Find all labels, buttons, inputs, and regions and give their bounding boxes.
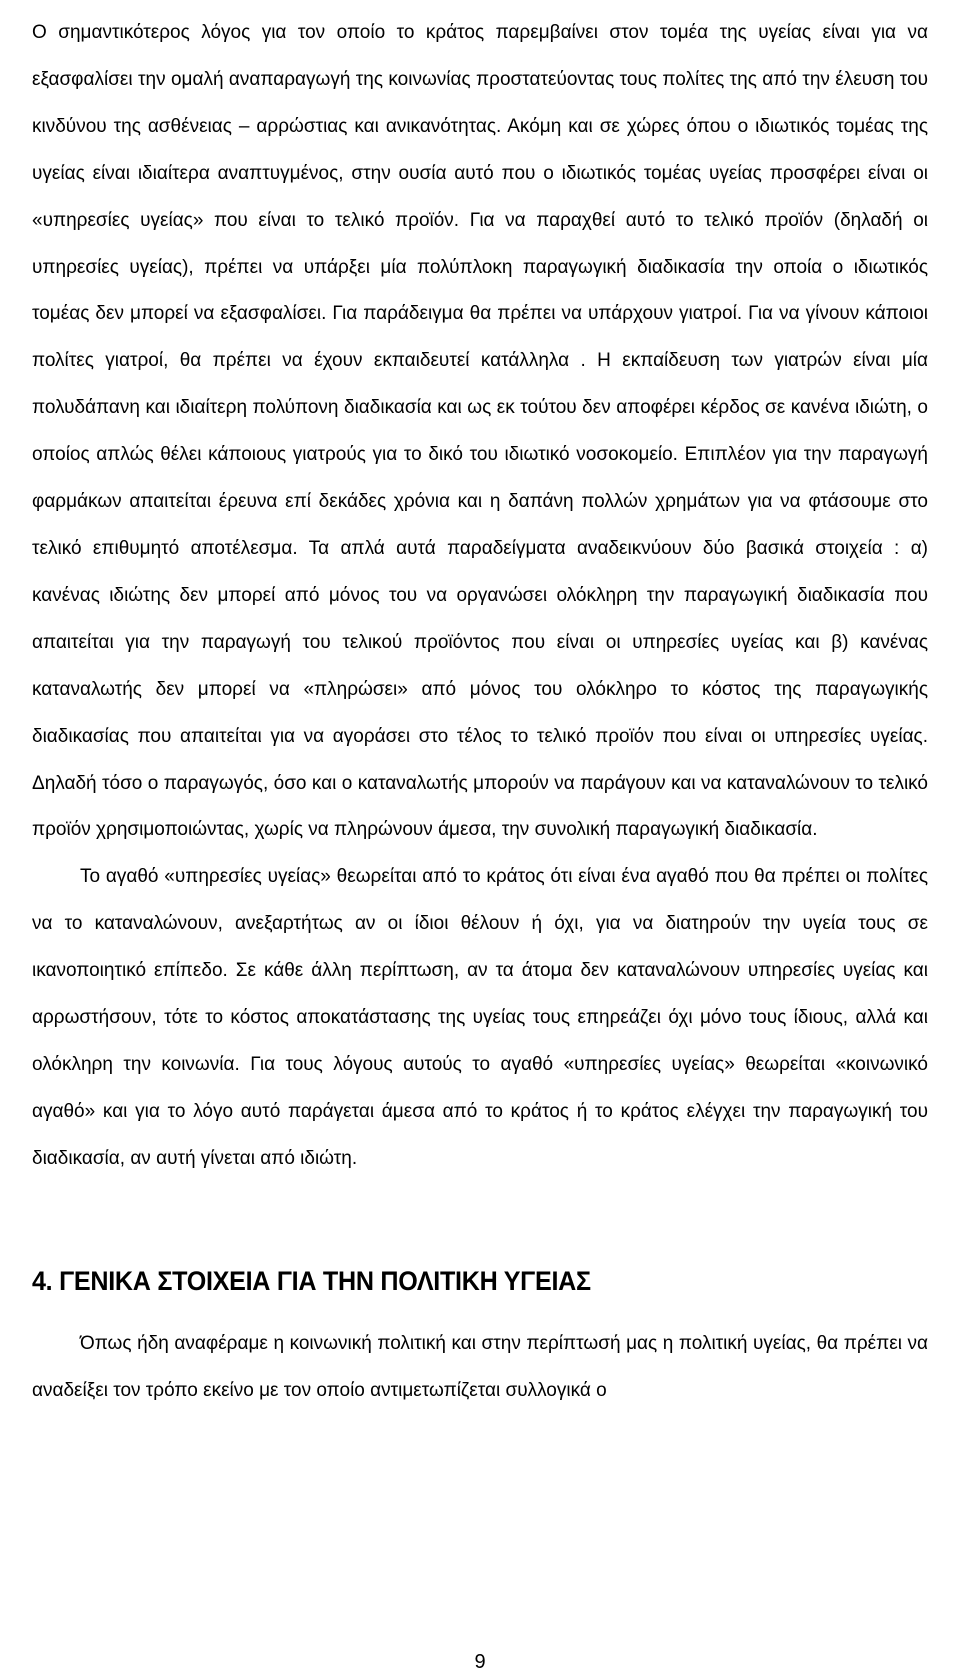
paragraph-health-policy-intro: Όπως ήδη αναφέραμε η κοινωνική πολιτική και στην περίπτωσή μας η πολιτική υγείας, θα πρέπει να αναδείξει τον τρόπο εκείνο με τον οποίο αντιμετωπίζεται συλλογικά ο (32, 1332, 928, 1401)
page-number: 9 (474, 1651, 486, 1673)
paragraph-health-services-social-good: Το αγαθό «υπηρεσίες υγείας» θεωρείται από το κράτος ότι είναι ένα αγαθό που θα πρέπει οι πολίτες να το καταναλώνουν, ανεξαρτήτως αν οι ίδιοι θέλουν ή όχι, για να διατηρούν την υγεία τους σε ικανοποιητικό επίπεδο. Σε κάθε άλλη περίπτωση, αν τα άτομα δεν καταναλώνουν υπηρεσίες υγείας και αρρωστήσουν, τότε το κόστος αποκατάστασης της υγείας τους επηρεάζει όχι μόνο τους ίδιους, αλλά και ολόκληρη την κοινωνία. Για τους λόγους αυτούς το αγαθό «υπηρεσίες υγείας» θεωρείται «κοινωνικό αγαθό» και για το λόγο αυτό παράγεται άμεσα από το κράτος ή το κράτος ελέγχει την παραγωγική του διαδικασία, αν αυτή γίνεται από ιδιώτη. (32, 866, 928, 1169)
paragraph-state-intervention: Ο σημαντικότερος λόγος για τον οποίο το κράτος παρεμβαίνει στον τομέα της υγείας είναι για να εξασφαλίσει την ομαλή αναπαραγωγή της κοινωνίας προστατεύοντας τους πολίτες της από την έλευση του κινδύνου της ασθένειας – αρρώστιας και ανικανότητας. Ακόμη και σε χώρες όπου ο ιδιωτικός τομέας της υγείας είναι ιδιαίτερα αναπτυγμένος, στην ουσία αυτό που ο ιδιωτικός τομέας υγείας προσφέρει είναι οι «υπηρεσίες υγείας» που είναι το τελικό προϊόν. Για να παραχθεί αυτό το τελικό προϊόν (δηλαδή οι υπηρεσίες υγείας), πρέπει να υπάρξει μία πολύπλοκη παραγωγική διαδικασία την οποία ο ιδιωτικός τομέας δεν μπορεί να εξασφαλίσει. Για παράδειγμα θα πρέπει να υπάρχουν γιατροί. Για να γίνουν κάποιοι πολίτες γιατροί, θα πρέπει να έχουν εκπαιδευτεί κατάλληλα . Η εκπαίδευση των γιατρών είναι μία πολυδάπανη και ιδιαίτερη πολύπονη διαδικασία και ως εκ τούτου δεν αποφέρει κέρδος σε κανένα ιδιώτη, ο οποίος απλώς θέλει κάποιους γιατρούς για το δικό του ιδιωτικό νοσοκομείο. Επιπλέον για την παραγωγή φαρμάκων απαιτείται έρευνα επί δεκάδες χρόνια και η δαπάνη πολλών χρημάτων για να φτάσουμε στο τελικό επιθυμητό αποτέλεσμα. Τα απλά αυτά παραδείγματα αναδεικνύουν δύο βασικά στοιχεία : α) κανένας ιδιώτης δεν μπορεί από μόνος του να οργανώσει ολόκληρη την παραγωγική διαδικασία που απαιτείται για την παραγωγή του τελικού προϊόντος που είναι οι υπηρεσίες υγείας και β) κανένας καταναλωτής δεν μπορεί να «πληρώσει» από μόνος του ολόκληρο το κόστος της παραγωγικής διαδικασίας που απαιτείται για να αγοράσει στο τέλος το τελικό προϊόν που είναι οι υπηρεσίες υγείας. Δηλαδή τόσο ο παραγωγός, όσο και ο καταναλωτής μπορούν να παράγουν και να καταναλώνουν το τελικό προϊόν χρησιμοποιώντας, χωρίς να πληρώνουν άμεσα, την συνολική παραγωγική διαδικασία. (32, 22, 928, 841)
section-heading: 4. ΓΕΝΙΚΑ ΣΤΟΙΧΕΙΑ ΓΙΑ ΤΗΝ ΠΟΛΙΤΙΚΗ ΥΓΕΙΑΣ (32, 1265, 591, 1296)
section-spacer (32, 1183, 928, 1263)
document-page (32, 0, 928, 1414)
heading-spacer (32, 1299, 928, 1321)
